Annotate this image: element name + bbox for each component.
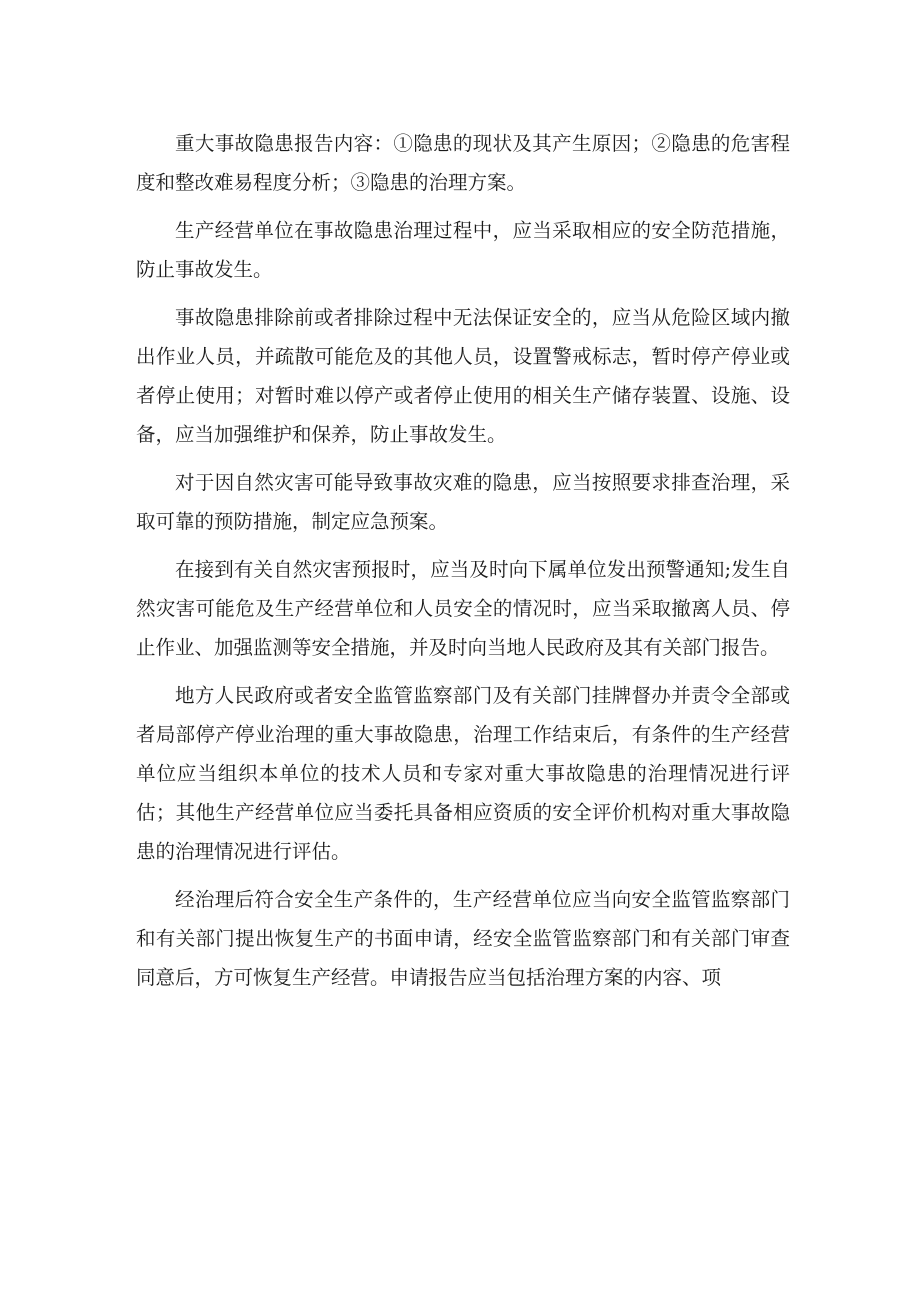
- document-body: [136, 124, 790, 1006]
- paragraph-supervised-remediation: 地方人民政府或者安全监管监察部门及有关部门挂牌督办并责令全部或者局部停产停业治理的重大事故隐患，治理工作结束后，有条件的生产经营单位应当组织本单位的技术人员和专家对重大事故隐患的治理情况进行评估；其他生产经营单位应当委托具备相应资质的安全评价机构对重大事故隐患的治理情况进行评估。: [136, 684, 790, 863]
- paragraph-natural-disaster-hazards: 对于因自然灾害可能导致事故灾难的隐患，应当按照要求排查治理，采取可靠的预防措施，制定应急预案。: [136, 471, 790, 533]
- paragraph-evacuation: 事故隐患排除前或者排除过程中无法保证安全的，应当从危险区域内撤出作业人员，并疏散可能危及的其他人员，设置警戒标志，暂时停产停业或者停止使用；对暂时难以停产或者停止使用的相关生产储存装置、设施、设备，应当加强维护和保养，防止事故发生。: [136, 306, 790, 446]
- paragraph-resume-production: 经治理后符合安全生产条件的，生产经营单位应当向安全监管监察部门和有关部门提出恢复生产的书面申请，经安全监管监察部门和有关部门审查同意后，方可恢复生产经营。申请报告应当包括治理方案的内容、项: [136, 888, 790, 989]
- paragraph-safety-measures: 生产经营单位在事故隐患治理过程中，应当采取相应的安全防范措施，防止事故发生。: [136, 219, 790, 281]
- paragraph-hazard-report-content: 重大事故隐患报告内容：①隐患的现状及其产生原因；②隐患的危害程度和整改难易程度分析；③隐患的治理方案。: [136, 132, 790, 194]
- paragraph-disaster-warning: 在接到有关自然灾害预报时，应当及时向下属单位发出预警通知;发生自然灾害可能危及生产经营单位和人员安全的情况时，应当采取撤离人员、停止作业、加强监测等安全措施，并及时向当地人民政府及其有关部门报告。: [136, 558, 790, 659]
